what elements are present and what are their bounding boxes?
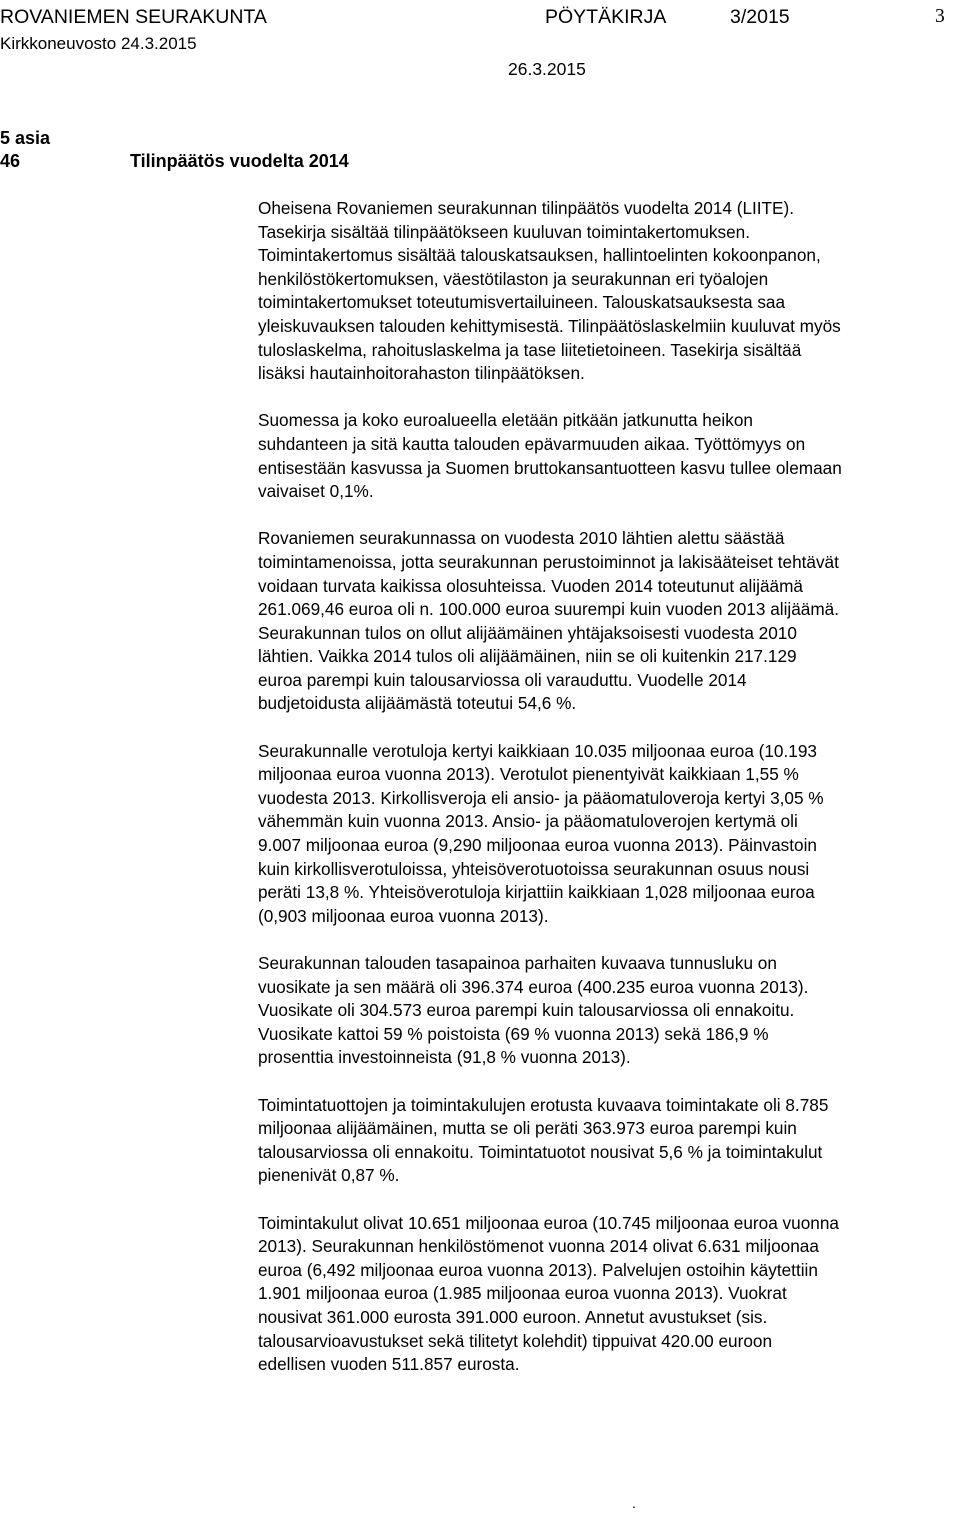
document-date: 26.3.2015 [508, 59, 586, 79]
paragraph-operating-margin: Toimintatuottojen ja toimintakulujen erotusta kuvaava toimintakate oli 8.785 miljoonaa alijäämäinen, mutta se oli peräti 363.973 euroa parempi kuin talousarviossa oli ennakoitu. Toimintatuotot nousivat 5,6 % ja toimintakulut pienenivät 0,87 %. [258, 1094, 829, 1186]
board-meeting-date: Kirkkoneuvosto 24.3.2015 [0, 34, 197, 53]
paragraph-operating-costs: Toimintakulut olivat 10.651 miljoonaa euroa (10.745 miljoonaa euroa vuonna 2013). Seurakunnan henkilöstömenot vuonna 2014 olivat 6.631 miljoonaa euroa (6,492 miljoonaa euroa vuonna 2013). Palvelujen ostoihin käytettiin 1.901 miljoonaa euroa (1.985 miljoonaa euroa vuonna 2013). Vuokrat nousivat 361.000 eurosta 391.000 euroon. Annetut avustukset (sis. talousarvioavustukset sekä tilitetyt kolehdit) tippuivat 420.00 euroon edellisen vuoden 511.857 eurosta. [258, 1212, 839, 1375]
section-title: Tilinpäätös vuodelta 2014 [130, 151, 349, 171]
paragraph-deficit: Rovaniemen seurakunnassa on vuodesta 2010 lähtien alettu säästää toimintamenoissa, jotta seurakunnan perustoiminnot ja lakisääteiset tehtävät voidaan turvata kaikissa olosuhteissa. Vuoden 2014 toteutunut alijäämä 261.069,46 euroa oli n. 100.000 euroa suurempi kuin vuoden 2013 alijäämä. Seurakunnan tulos on ollut alijäämäinen yhtäjaksoisesti vuodesta 2010 lähtien. Vaikka 2014 tulos oli alijäämäinen, niin se oli kuitenkin 217.129 euroa parempi kuin talousarviossa oli varauduttu. Vuodelle 2014 budjetoidusta alijäämästä toteutui 54,6 %. [258, 528, 839, 714]
case-label: 5 asia [0, 128, 51, 148]
footer-mark: . [632, 1495, 636, 1511]
paragraph-tax-income: Seurakunnalle verotuloja kertyi kaikkiaan 10.035 miljoonaa euroa (10.193 miljoonaa euroa vuonna 2013). Verotulot pienentyivät kaikkiaan 1,55 % vuodesta 2013. Kirkollisveroja eli ansio- ja pääomatuloveroja kertyi 3,05 % vähemmän kuin vuonna 2013. Ansio- ja pääomatuloverojen kertymä oli 9.007 miljoonaa euroa (9,290 miljoonaa euroa vuonna 2013). Päinvastoin kuin kirkollisverotuloissa, yhteisöverotuotoissa seurakunnan osuus nousi peräti 13,8 %. Yhteisöverotuloja kirjattiin kaikkiaan 1,028 miljoonaa euroa (0,903 miljoonaa euroa vuonna 2013). [258, 740, 824, 926]
document-type: PÖYTÄKIRJA [545, 6, 667, 28]
page-number: 3 [935, 6, 945, 27]
organization-name: ROVANIEMEN SEURAKUNTA [0, 6, 267, 28]
paragraph-intro: Oheisena Rovaniemen seurakunnan tilinpäätös vuodelta 2014 (LIITE). Tasekirja sisältää tilinpäätökseen kuuluvan toimintakertomuksen. Toimintakertomus sisältää talouskatsauksen, hallintoelinten kokoonpanon, henkilöstökertomuksen, väestötilaston ja seurakunnan eri työalojen toimintakertomukset toteutumisvertailuineen. Talouskatsauksesta saa yleiskuvauksen talouden kehittymisestä. Tilinpäätöslaskelmiin kuuluvat myös tuloslaskelma, rahoituslaskelma ja tase liitetietoineen. Tasekirja sisältää lisäksi hautainhoitorahaston tilinpäätöksen. [258, 198, 841, 384]
document-number: 3/2015 [730, 6, 790, 28]
paragraph-annual-margin: Seurakunnan talouden tasapainoa parhaiten kuvaava tunnusluku on vuosikate ja sen määrä oli 396.374 euroa (400.235 euroa vuonna 2013). Vuosikate oli 304.573 euroa parempi kuin talousarviossa oli ennakoitu. Vuosikate kattoi 59 % poistoista (69 % vuonna 2013) sekä 186,9 % prosenttia investoinneista (91,8 % vuonna 2013). [258, 953, 809, 1068]
section-number: 46 [0, 151, 21, 171]
document-body [258, 197, 960, 1400]
paragraph-economy: Suomessa ja koko euroalueella eletään pitkään jatkunutta heikon suhdanteen ja sitä kautta talouden epävarmuuden aikaa. Työttömyys on entisestään kasvussa ja Suomen bruttokansantuotteen kasvu tullee olemaan vaivaiset 0,1%. [258, 410, 842, 502]
